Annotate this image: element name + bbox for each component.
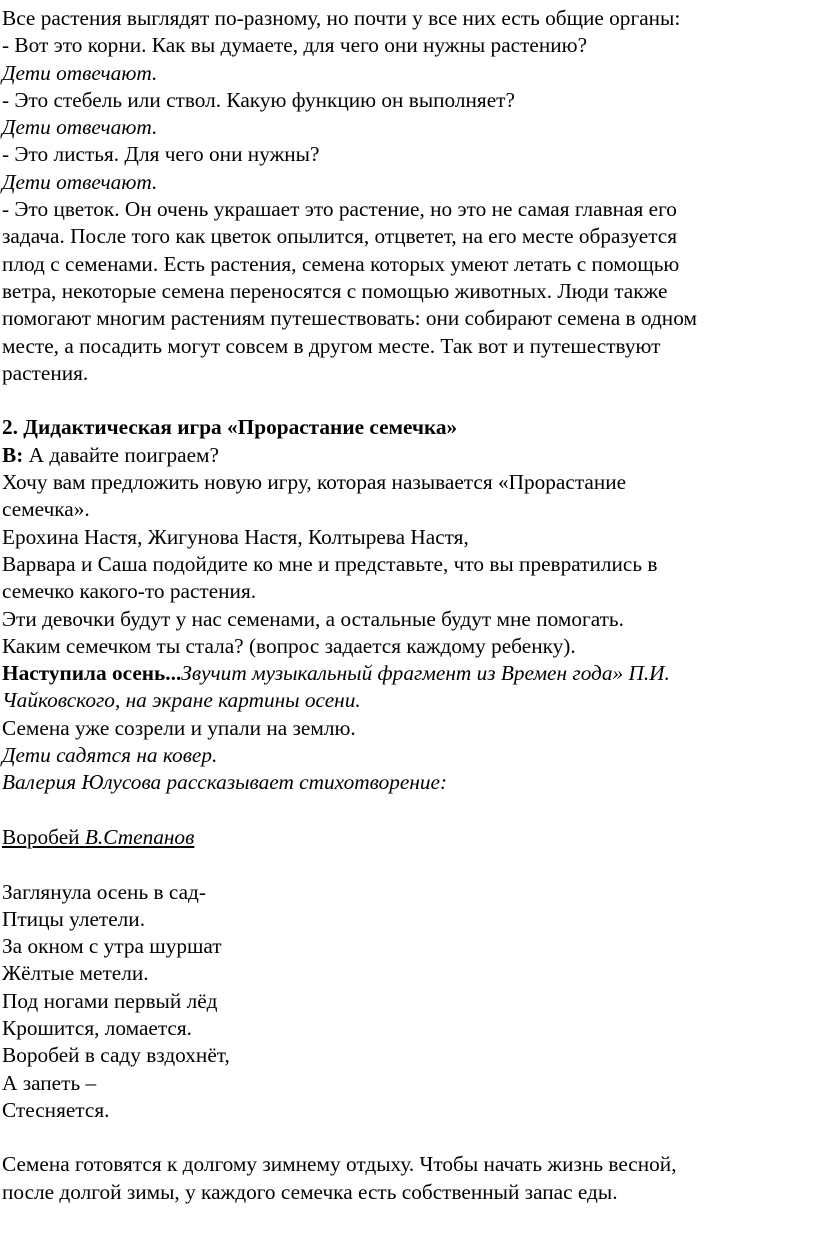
children-answer: Дети отвечают. [2,60,158,85]
children-answer: Дети отвечают. [2,169,158,194]
closing-paragraph-line: Семена готовятся к долгому зимнему отдыху. Чтобы начать жизнь весной, [2,1152,677,1177]
speaker-line [2,442,816,469]
poem-line: Стесняется. [2,1097,110,1122]
poem-line: Воробей в саду вздохнёт, [2,1043,230,1068]
closing-paragraph-line: после долгой зимы, у каждого семечка есть собственный запас еды. [2,1179,618,1204]
game-paragraph-line: Каким семечком ты стала? (вопрос задается каждому ребенку). [2,633,576,658]
poem-line: За окном с утра шуршат [2,934,222,959]
game-paragraph-line: семечко какого-то растения. [2,579,257,604]
flower-paragraph-line: - Это цветок. Он очень украшает это растение, но это не самая главная его [2,197,677,222]
autumn-italic: Звучит музыкальный фрагмент из Времен года» П.И. [181,661,670,686]
poem-author: В.Степанов [84,824,195,849]
game-paragraph-line: семечка». [2,497,90,522]
flower-paragraph-line: плод с семенами. Есть растения, семена которых умеют летать с помощью [2,251,680,276]
flower-paragraph-line: месте, а посадить могут совсем в другом месте. Так вот и путешествуют [2,333,661,358]
poem-line: Под ногами первый лёд [2,988,218,1013]
game-paragraph-line: Хочу вам предложить новую игру, которая называется «Прорастание [2,470,627,495]
flower-paragraph-line: задача. После того как цветок опылится, отцветет, на его месте образуется [2,224,678,249]
poem-line: Птицы улетели. [2,906,146,931]
blank-line [0,797,816,824]
stage-direction: Валерия Юлусова рассказывает стихотворение: [2,770,448,795]
stage-direction: Дети садятся на ковер. [2,743,218,768]
question-leaves: - Это листья. Для чего они нужны? [2,142,320,167]
poem-line: А запеть – [2,1070,97,1095]
poem-line: Жёлтые метели. [2,961,149,986]
section-heading: 2. Дидактическая игра «Прорастание семечка» [2,415,458,440]
intro-line: Все растения выглядят по-разному, но почти у все них есть общие органы: [2,6,681,30]
blank-line [0,387,816,414]
poem-title: Воробей [2,824,80,849]
poem-heading [2,824,816,851]
blank-line [0,851,816,878]
game-paragraph-line: Ерохина Настя, Жигунова Настя, Колтырева Настя, [2,524,469,549]
children-answer: Дети отвечают. [2,115,158,140]
blank-line [0,1124,816,1151]
question-roots: - Вот это корни. Как вы думаете, для чего они нужны растению? [2,33,588,58]
flower-paragraph-line: помогают многим растениям путешествовать: они собирают семена в одном [2,306,697,331]
game-paragraph-line: Варвара и Саша подойдите ко мне и представьте, что вы превратились в [2,551,658,576]
flower-paragraph-line: растения. [2,360,89,385]
poem-line: Заглянула осень в сад- [2,879,206,904]
autumn-italic-continued: Чайковского, на экране картины осени. [2,688,361,713]
speaker-label: В: [2,442,24,467]
game-paragraph-line: Эти девочки будут у нас семенами, а остальные будут мне помогать. [2,606,624,631]
speaker-text: А давайте поиграем? [23,442,219,467]
autumn-bold: Наступила осень... [2,661,182,686]
flower-paragraph-line: ветра, некоторые семена переносятся с помощью животных. Люди также [2,278,668,303]
autumn-line [2,660,816,687]
seeds-line: Семена уже созрели и упали на землю. [2,715,356,740]
poem-line: Крошится, ломается. [2,1015,193,1040]
question-stem: - Это стебель или ствол. Какую функцию он выполняет? [2,87,515,112]
